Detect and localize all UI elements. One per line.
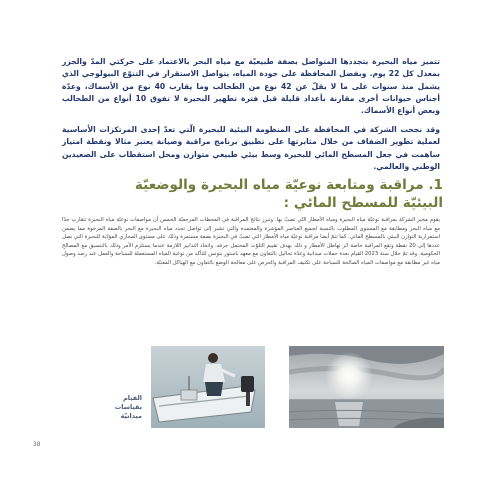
caption-line: ميدانيّة [120, 412, 142, 420]
boat-measurement-photo [151, 346, 265, 428]
photo-caption [90, 394, 142, 421]
page-number: 38 [33, 442, 41, 448]
section-heading: 1. مراقبة ومتابعة نوعيّة مياه البحيرة والوضعيّة البيئيّة للمسطح المائي : [134, 177, 443, 211]
lake-sunset-photo [289, 346, 444, 428]
caption-line: بقياسات [114, 403, 142, 411]
company-paragraph: وقد نجحت الشركة في المحافظة على المنظومة البيئية للبحيرة الّتي تعدّ إحدى المرتكزات الأساسية لعملية تطوير الضفاف من خلال مثابرتها على تطبيق برنامج مراقبة وصيانة يعتبر مثالا ونقطة امتياز ساهمت في جعل المسطح المائي للبحيرة وسط بيئي طبيعي متوازن ومحل استقطاب على الصعيدين الوطني والعالمي. [62, 125, 440, 171]
caption-line: القيام [123, 394, 142, 402]
section-body: يقوم مخبر الشركة بمراقبة نوعيّة مياه البحيرة ومياه الأمطار التّي تصبّ بها. وتبرز نتائج المراقبة في المحطات المرجعيّة الخمس أن مواصفات نوعيّة مياه البحيرة تتقارب جدّا مع مياه البحر ومطابقة مع المستوى المطلوب بالنسبة لجميع العناصر المؤشرة والمعتمدة والتي تشير إلى تواصل تجدد مياه البحيرة مع البحر بالصفة المرجوة مما يضمن استمرارية التوازن البيئي بالمسطح المائي. كما تتمّ أيضا مراقبة نوعيّة مياه الأمطار التي تصبّ في البحيرة بصفة مستمرة وذلك على مستوى المجاري المؤدّية للبحيرة التي يصل عددها إلى 20 نقطة وتقع المراقبة خاصة اثر تهاطل الأمطار و ذلك بهدف تقييم التلوّث المحتمل جرفه. واتخاذ التدابير اللازمة عندما يستلزم الأمر وذلك بالتنسيق مع المصالح الحكومية. وقد تمّ خلال سنة 2023 القيام بعدة حملات ميدانية وعدّة تحاليل بالتعاون مع معهد باستور بتونس للتأكد من نوعية المياه المستعملة للسباحة والعمل عند رصد وصول مياه غير مطابقة مع مواصفات المياه الصالحة للسباحة على تكثيف المراقبة والحرص على معالجة الوضع بالتعاون مع الهياكل المعنيّة. [62, 217, 440, 266]
intro-paragraph: تتميز مياه البحيرة بتجددها المتواصل بصفة طبيعيّة مع مياه البحر بالاعتماد على حركتي المدّ والجزر بمعدل كل 22 يوم. وبفضل المحافظة على جودة المياه، يتواصل الاستقرار في التنوّع البيولوجي الذي يشمل منذ سنوات على ما لا يقلّ عن 42 نوع من الطحالب وما يقارب 40 نوع من الأسماك، وعدّة أجناس حيوانات أخرى مقارنة بأعداد قليلة قبل فترة تطهير البحيرة لا تفوق 10 أنواع من الطحالب وبعض أنواع الأسماك. [62, 57, 441, 116]
